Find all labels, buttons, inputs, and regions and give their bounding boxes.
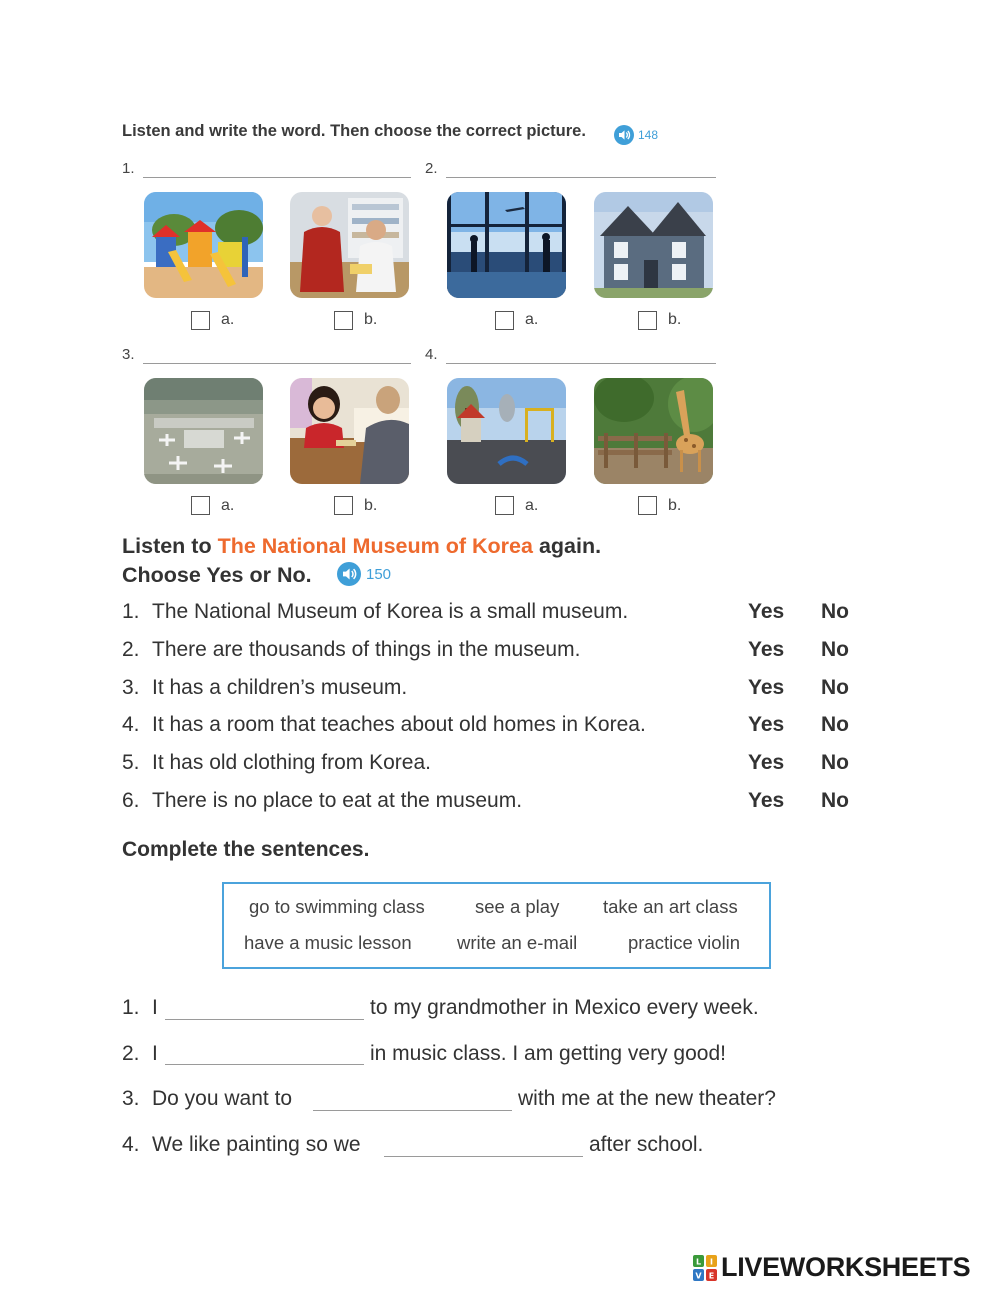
- option-label: b.: [668, 497, 682, 514]
- statement-number: 2.: [122, 638, 140, 661]
- sentence-3: [122, 1087, 292, 1111]
- option-label: b.: [668, 311, 682, 328]
- picture-airport-aerial: [144, 378, 263, 484]
- word-bank-item: see a play: [475, 896, 560, 917]
- statement-text: The National Museum of Korea is a small museum.: [152, 600, 629, 623]
- sentence-number: 2.: [122, 1042, 140, 1065]
- audio-track-number: 148: [638, 128, 659, 142]
- sentence-4: [122, 1133, 361, 1157]
- yes-option-5[interactable]: Yes: [748, 751, 785, 774]
- sentence-1: [122, 996, 158, 1020]
- sentence-after: to my grandmother in Mexico every week.: [370, 996, 759, 1019]
- sentence-after: in music class. I am getting very good!: [370, 1042, 726, 1065]
- sentence-before: Do you want to: [152, 1087, 293, 1110]
- no-option-5[interactable]: No: [821, 751, 849, 774]
- answer-line-3[interactable]: [143, 363, 411, 364]
- statement-5: [122, 751, 431, 775]
- statement-text: There is no place to eat at the museum.: [152, 789, 523, 812]
- checkbox-q1-b[interactable]: [334, 311, 353, 330]
- sentence-after: after school.: [589, 1133, 704, 1156]
- statement-text: It has a children’s museum.: [152, 676, 408, 699]
- no-option-4[interactable]: No: [821, 713, 849, 736]
- sentence-before: We like painting so we: [152, 1133, 361, 1156]
- no-option-3[interactable]: No: [821, 676, 849, 699]
- yes-option-1[interactable]: Yes: [748, 600, 785, 623]
- svg-text:L: L: [695, 1257, 702, 1266]
- question-number: 1.: [122, 160, 135, 177]
- section2-audio-button[interactable]: [337, 561, 391, 587]
- picture-playground: [144, 192, 263, 298]
- picture-zoo: [594, 378, 713, 484]
- blank-input-2[interactable]: [165, 1064, 364, 1065]
- statement-3: [122, 676, 407, 700]
- word-bank-item: have a music lesson: [244, 932, 412, 953]
- option-label: a.: [221, 311, 235, 328]
- title-suffix: again.: [538, 534, 602, 558]
- statement-text: There are thousands of things in the museum.: [152, 638, 581, 661]
- statement-number: 6.: [122, 789, 140, 812]
- checkbox-q3-a[interactable]: [191, 496, 210, 515]
- statement-text: It has old clothing from Korea.: [152, 751, 431, 774]
- statement-1: [122, 600, 628, 624]
- no-option-6[interactable]: No: [821, 789, 849, 812]
- blank-input-3[interactable]: [313, 1110, 512, 1111]
- speaker-icon: [614, 125, 634, 145]
- checkbox-q4-b[interactable]: [638, 496, 657, 515]
- picture-house: [594, 192, 713, 298]
- picture-bank: [290, 378, 409, 484]
- question-number: 3.: [122, 346, 135, 363]
- yes-option-3[interactable]: Yes: [748, 676, 785, 699]
- statement-number: 3.: [122, 676, 140, 699]
- section2-title: [122, 532, 601, 560]
- statement-2: [122, 638, 580, 662]
- sentence-before: I: [152, 1042, 158, 1065]
- audio-track-number: 150: [366, 565, 392, 583]
- statement-number: 5.: [122, 751, 140, 774]
- liveworksheets-logo: [693, 1252, 970, 1283]
- option-label: a.: [221, 497, 235, 514]
- option-label: a.: [525, 311, 539, 328]
- no-option-1[interactable]: No: [821, 600, 849, 623]
- picture-pharmacy: [290, 192, 409, 298]
- word-bank-item: write an e-mail: [457, 932, 578, 953]
- title-highlight: The National Museum of Korea: [217, 534, 533, 558]
- yes-option-4[interactable]: Yes: [748, 713, 785, 736]
- picture-park: [447, 378, 566, 484]
- yes-option-2[interactable]: Yes: [748, 638, 785, 661]
- sentence-number: 4.: [122, 1133, 140, 1156]
- yes-option-6[interactable]: Yes: [748, 789, 785, 812]
- statement-text: It has a room that teaches about old homes in Korea.: [152, 713, 646, 736]
- sentence-after: with me at the new theater?: [518, 1087, 776, 1110]
- sentence-before: I: [152, 996, 158, 1019]
- word-bank-item: practice violin: [628, 932, 741, 953]
- option-label: a.: [525, 497, 539, 514]
- sentence-2: [122, 1042, 158, 1066]
- word-bank-item: take an art class: [603, 896, 738, 917]
- blank-input-1[interactable]: [165, 1019, 364, 1020]
- statement-number: 1.: [122, 600, 140, 623]
- section1-audio-button[interactable]: [614, 124, 658, 146]
- checkbox-q2-b[interactable]: [638, 311, 657, 330]
- logo-text: LIVEWORKSHEETS: [721, 1252, 971, 1282]
- speaker-icon: [337, 562, 361, 586]
- checkbox-q4-a[interactable]: [495, 496, 514, 515]
- logo-badge-icon: [693, 1255, 717, 1281]
- sentence-number: 3.: [122, 1087, 140, 1110]
- sentence-number: 1.: [122, 996, 140, 1019]
- statement-4: [122, 713, 646, 737]
- question-number: 2.: [425, 160, 438, 177]
- statement-6: [122, 789, 522, 813]
- checkbox-q2-a[interactable]: [495, 311, 514, 330]
- statement-number: 4.: [122, 713, 140, 736]
- option-label: b.: [364, 311, 378, 328]
- option-label: b.: [364, 497, 378, 514]
- answer-line-1[interactable]: [143, 177, 411, 178]
- no-option-2[interactable]: No: [821, 638, 849, 661]
- checkbox-q1-a[interactable]: [191, 311, 210, 330]
- picture-airport-window: [447, 192, 566, 298]
- answer-line-4[interactable]: [446, 363, 716, 364]
- section1-instruction: Listen and write the word. Then choose the correct picture.: [122, 122, 586, 140]
- section3-title: Complete the sentences.: [122, 838, 370, 861]
- checkbox-q3-b[interactable]: [334, 496, 353, 515]
- answer-line-2[interactable]: [446, 177, 716, 178]
- section2-subtitle: Choose Yes or No.: [122, 563, 312, 587]
- svg-text:V: V: [695, 1271, 702, 1280]
- title-prefix: Listen to: [122, 534, 212, 558]
- question-number: 4.: [425, 346, 438, 363]
- svg-text:E: E: [708, 1271, 715, 1280]
- svg-text:I: I: [710, 1257, 713, 1266]
- blank-input-4[interactable]: [384, 1156, 583, 1157]
- word-bank-item: go to swimming class: [249, 896, 425, 917]
